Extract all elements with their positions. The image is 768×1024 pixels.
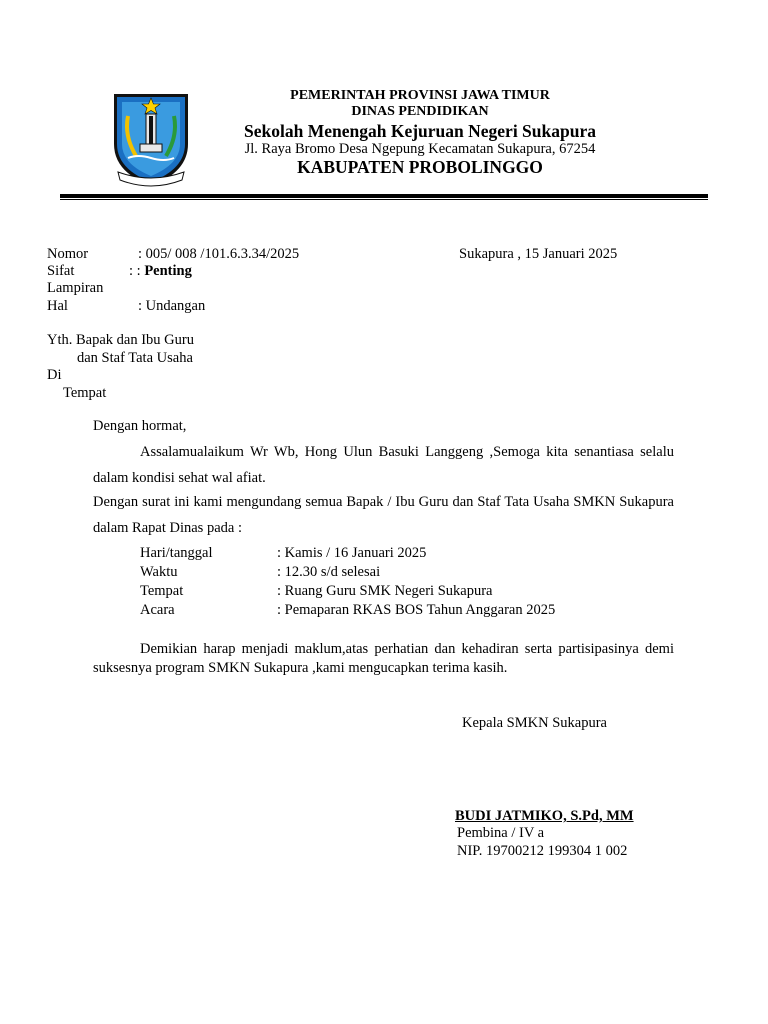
opening-paragraph bbox=[93, 439, 674, 491]
greeting: Dengan hormat, bbox=[93, 418, 187, 434]
closing-paragraph-text: Demikian harap menjadi maklum,atas perhatian dan kehadiran serta partisipasinya demi suksesnya program SMKN Sukapura ,kami mengucapkan terima kasih. bbox=[93, 641, 674, 676]
gov-heading: PEMERINTAH PROVINSI JAWA TIMUR bbox=[290, 88, 550, 103]
recipient-line3: Di bbox=[47, 367, 62, 383]
recipient-line4: Tempat bbox=[63, 385, 107, 401]
letterhead-rule-thin bbox=[60, 199, 708, 200]
detail-label-date: Hari/tanggal bbox=[140, 545, 213, 561]
place-date: Sukapura , 15 Januari 2025 bbox=[459, 246, 618, 262]
school-name: Sekolah Menengah Kejuruan Negeri Sukapura bbox=[244, 121, 596, 141]
school-address: Jl. Raya Bromo Desa Ngepung Kecamatan Sukapura, 67254 bbox=[244, 141, 596, 157]
department-heading: DINAS PENDIDIKAN bbox=[351, 104, 489, 119]
sifat-value bbox=[129, 263, 192, 280]
closing-paragraph bbox=[93, 640, 674, 678]
recipient-line2: dan Staf Tata Usaha bbox=[77, 350, 193, 366]
detail-label-time: Waktu bbox=[140, 564, 178, 580]
sifat-penting: Penting bbox=[144, 263, 192, 279]
invitation-paragraph: Dengan surat ini kami mengundang semua Bapak / Ibu Guru dan Staf Tata Usaha SMKN Sukapura dalam Rapat Dinas pada : bbox=[93, 494, 674, 536]
regency-heading: KABUPATEN PROBOLINGGO bbox=[297, 157, 543, 177]
nomor-value: : 005/ 008 /101.6.3.34/2025 bbox=[138, 246, 300, 262]
hal-value: : Undangan bbox=[138, 298, 206, 314]
detail-value-time: : 12.30 s/d selesai bbox=[277, 564, 381, 580]
signatory-title: Kepala SMKN Sukapura bbox=[462, 715, 607, 731]
lampiran-label: Lampiran bbox=[47, 280, 104, 296]
jawa-timur-emblem-logo bbox=[108, 86, 194, 190]
sifat-label: Sifat bbox=[47, 263, 75, 279]
detail-value-place: : Ruang Guru SMK Negeri Sukapura bbox=[277, 583, 493, 599]
letterhead-rule-thick bbox=[60, 194, 708, 198]
detail-value-date: : Kamis / 16 Januari 2025 bbox=[277, 545, 427, 561]
signatory-nip: NIP. 19700212 199304 1 002 bbox=[457, 843, 628, 859]
recipient-line1: Yth. Bapak dan Ibu Guru bbox=[47, 332, 194, 348]
sifat-prefix: : : bbox=[129, 263, 141, 279]
hal-label: Hal bbox=[47, 298, 68, 314]
detail-label-agenda: Acara bbox=[140, 602, 175, 618]
detail-value-agenda: : Pemaparan RKAS BOS Tahun Anggaran 2025 bbox=[277, 602, 556, 618]
signatory-rank: Pembina / IV a bbox=[457, 825, 545, 841]
opening-paragraph-text: Assalamualaikum Wr Wb, Hong Ulun Basuki Langgeng ,Semoga kita senantiasa selalu dalam kondisi sehat wal afiat. bbox=[93, 444, 674, 486]
nomor-label: Nomor bbox=[47, 246, 89, 262]
signatory-name: BUDI JATMIKO, S.Pd, MM bbox=[455, 808, 634, 824]
detail-label-place: Tempat bbox=[140, 583, 184, 599]
